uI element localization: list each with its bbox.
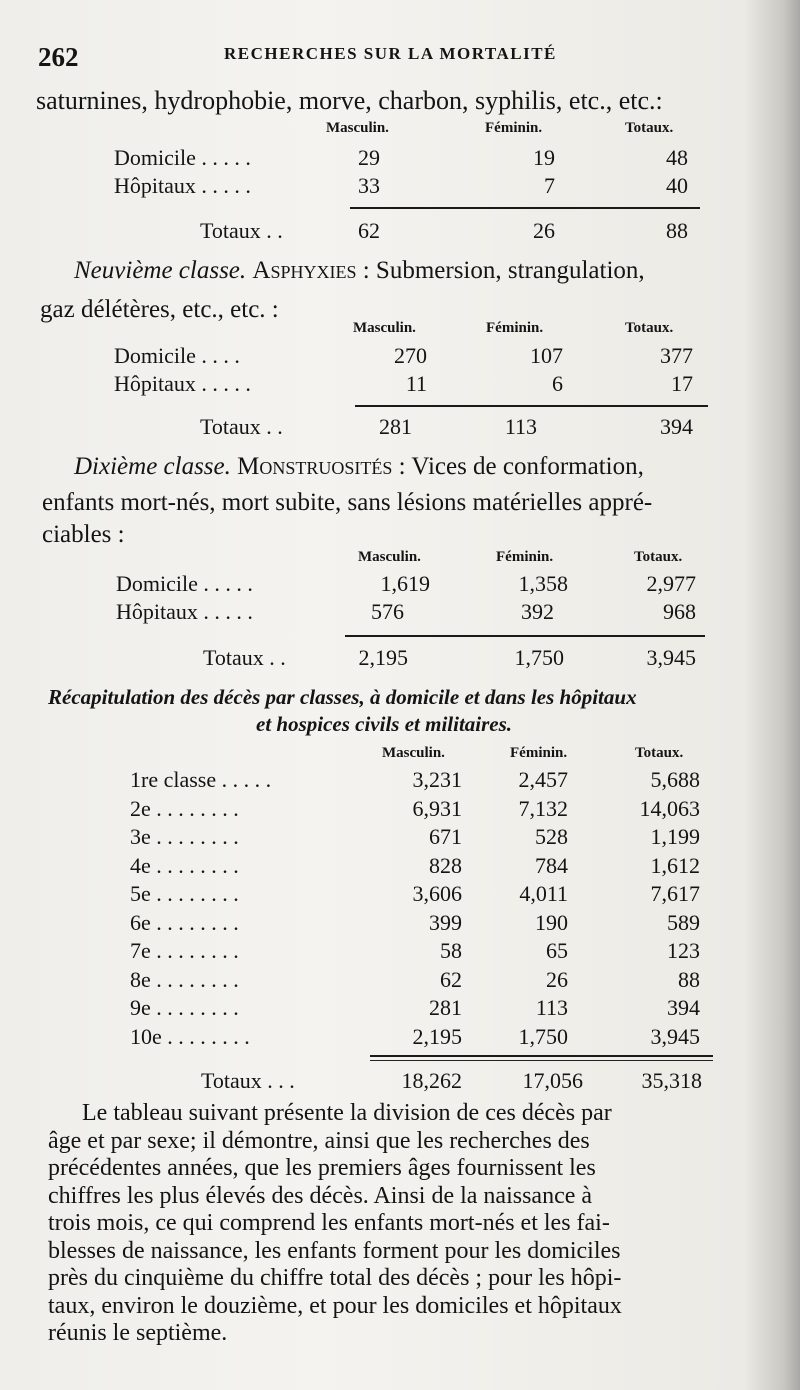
cell-masculin: 29	[358, 145, 380, 170]
running-head: RECHERCHES SUR LA MORTALITÉ	[224, 44, 557, 63]
paragraph-line: près du cinquième du chiffre total des décès ; pour les hôpi-	[48, 1265, 622, 1291]
row-label: Hôpitaux . . . . .	[114, 371, 251, 396]
total-label: Totaux . .	[200, 218, 283, 243]
recap-total-masculin: 18,262	[401, 1068, 462, 1093]
recap-cell-feminin: 528	[535, 824, 568, 849]
recap-row-label: 2e . . . . . . . .	[130, 796, 239, 821]
recap-row-label: 7e . . . . . . . .	[130, 938, 239, 963]
text-line: gaz délétères, etc., etc. :	[40, 296, 279, 323]
total-rule	[345, 635, 705, 637]
row-label: Domicile . . . . .	[114, 145, 251, 170]
total-feminin: 1,750	[514, 645, 564, 670]
text-line: saturnines, hydrophobie, morve, charbon, syphilis, etc., etc.:	[36, 86, 663, 115]
recap-cell-masculin: 828	[429, 853, 462, 878]
cell-feminin: 392	[521, 599, 554, 624]
total-masculin: 281	[379, 414, 412, 439]
cell-totaux: 48	[666, 145, 688, 170]
cell-feminin: 7	[544, 173, 555, 198]
recap-row-label: 9e . . . . . . . .	[130, 995, 239, 1020]
total-feminin: 113	[504, 414, 537, 439]
recap-cell-totaux: 14,063	[639, 796, 700, 821]
column-header-totaux: Totaux.	[634, 549, 683, 565]
paragraph-line: blesses de naissance, les enfants forment pour les domiciles	[48, 1237, 621, 1264]
paragraph-line: âge et par sexe; il démontre, ainsi que les recherches des	[48, 1127, 590, 1154]
class-label: Dixième classe.	[74, 453, 231, 480]
cell-feminin: 19	[533, 145, 555, 170]
cell-masculin: 1,619	[380, 571, 430, 596]
recap-heading: Récapitulation des décès par classes, à domicile et dans les hôpitaux	[48, 685, 637, 709]
cell-totaux: 17	[671, 371, 693, 396]
recap-cell-totaux: 5,688	[650, 767, 700, 792]
total-totaux: 394	[660, 414, 693, 439]
recap-row-label: 5e . . . . . . . .	[130, 881, 239, 906]
column-header-masculin: Masculin.	[382, 745, 445, 761]
recap-row-label: 8e . . . . . . . .	[130, 967, 239, 992]
recap-total-totaux: 35,318	[641, 1068, 702, 1093]
class-description: : Vices de conformation,	[398, 453, 644, 480]
recap-cell-masculin: 6,931	[412, 796, 462, 821]
column-header-totaux: Totaux.	[635, 745, 684, 761]
class-title: Monstruosités	[237, 453, 393, 480]
text-line: enfants mort-nés, mort subite, sans lésions matérielles appré-	[42, 489, 653, 516]
column-header-feminin: Féminin.	[485, 120, 543, 136]
column-header-totaux: Totaux.	[625, 120, 674, 136]
recap-cell-feminin: 7,132	[518, 796, 568, 821]
recap-cell-feminin: 113	[535, 995, 568, 1020]
column-header-masculin: Masculin.	[353, 320, 416, 336]
recap-total-label: Totaux . . .	[201, 1068, 295, 1093]
recap-cell-totaux: 3,945	[650, 1024, 700, 1049]
class-heading	[74, 452, 644, 482]
recap-cell-masculin: 58	[440, 938, 462, 963]
recap-row-label: 4e . . . . . . . .	[130, 853, 239, 878]
recap-row-label: 10e . . . . . . . .	[130, 1024, 250, 1049]
total-totaux: 88	[666, 218, 688, 243]
cell-totaux: 40	[666, 173, 688, 198]
column-header-feminin: Féminin.	[510, 745, 568, 761]
row-label: Domicile . . . .	[114, 343, 240, 368]
recap-cell-masculin: 671	[429, 824, 462, 849]
recap-cell-totaux: 1,612	[650, 853, 700, 878]
recap-total-feminin: 17,056	[522, 1068, 583, 1093]
total-label: Totaux . .	[203, 645, 286, 670]
recap-cell-masculin: 3,606	[412, 881, 462, 906]
recap-row-label: 3e . . . . . . . .	[130, 824, 239, 849]
recap-cell-masculin: 3,231	[412, 767, 462, 792]
recap-cell-feminin: 784	[535, 853, 568, 878]
recap-cell-feminin: 65	[546, 938, 568, 963]
paragraph-line: taux, environ le douzième, et pour les domiciles et hôpitaux	[48, 1292, 622, 1319]
total-rule	[350, 207, 700, 209]
cell-totaux: 968	[663, 599, 696, 624]
paragraph-line: précédentes années, que les premiers âges fournissent les	[48, 1155, 596, 1181]
cell-feminin: 6	[552, 371, 563, 396]
row-label: Hôpitaux . . . . .	[114, 173, 251, 198]
cell-totaux: 2,977	[646, 571, 696, 596]
recap-cell-feminin: 2,457	[518, 767, 568, 792]
body-paragraph	[48, 1100, 772, 1348]
total-feminin: 26	[533, 218, 555, 243]
recap-cell-feminin: 26	[546, 967, 568, 992]
cell-masculin: 33	[358, 173, 380, 198]
total-label: Totaux . .	[200, 414, 283, 439]
cell-masculin: 11	[405, 371, 427, 396]
class-heading	[74, 256, 645, 286]
cell-masculin: 270	[394, 343, 427, 368]
column-header-totaux: Totaux.	[625, 320, 674, 336]
text-line: ciables :	[42, 521, 125, 548]
total-totaux: 3,945	[646, 645, 696, 670]
paragraph-line: Le tableau suivant présente la division de ces décès par	[82, 1100, 612, 1126]
cell-feminin: 107	[530, 343, 563, 368]
paragraph-line: chiffres les plus élevés des décès. Ainsi de la naissance à	[48, 1182, 593, 1209]
recap-cell-totaux: 1,199	[650, 824, 700, 849]
recap-row-label: 1re classe . . . . .	[130, 767, 272, 792]
total-masculin: 62	[358, 218, 380, 243]
paragraph-line: réunis le septième.	[48, 1320, 228, 1346]
recap-total-rule	[370, 1055, 713, 1057]
recap-cell-feminin: 190	[535, 910, 568, 935]
row-label: Hôpitaux . . . . .	[116, 599, 253, 624]
recap-cell-totaux: 123	[667, 938, 700, 963]
class-title: Asphyxies	[252, 257, 357, 284]
recap-cell-masculin: 62	[440, 967, 462, 992]
recap-cell-feminin: 1,750	[518, 1024, 568, 1049]
column-header-feminin: Féminin.	[486, 320, 544, 336]
recap-cell-totaux: 7,617	[650, 881, 700, 906]
recap-row-label: 6e . . . . . . . .	[130, 910, 239, 935]
recap-total-rule-thin	[370, 1060, 713, 1061]
recap-subheading: et hospices civils et militaires.	[256, 712, 513, 736]
cell-totaux: 377	[660, 343, 693, 368]
class-label: Neuvième classe.	[74, 257, 247, 284]
recap-cell-masculin: 281	[429, 995, 462, 1020]
row-label: Domicile . . . . .	[116, 571, 253, 596]
column-header-feminin: Féminin.	[496, 549, 554, 565]
recap-cell-masculin: 399	[429, 910, 462, 935]
recap-cell-totaux: 589	[667, 910, 700, 935]
cell-masculin: 576	[371, 599, 404, 624]
cell-feminin: 1,358	[518, 571, 568, 596]
recap-cell-masculin: 2,195	[412, 1024, 462, 1049]
total-rule	[355, 405, 708, 407]
page-number: 262	[38, 42, 79, 72]
total-masculin: 2,195	[358, 645, 408, 670]
recap-cell-totaux: 394	[667, 995, 700, 1020]
column-header-masculin: Masculin.	[358, 549, 421, 565]
recap-cell-totaux: 88	[678, 967, 700, 992]
column-header-masculin: Masculin.	[326, 120, 389, 136]
class-description: : Submersion, strangulation,	[362, 257, 645, 284]
recap-cell-feminin: 4,011	[519, 881, 568, 906]
paragraph-line: trois mois, ce qui comprend les enfants mort-nés et les fai-	[48, 1210, 610, 1236]
